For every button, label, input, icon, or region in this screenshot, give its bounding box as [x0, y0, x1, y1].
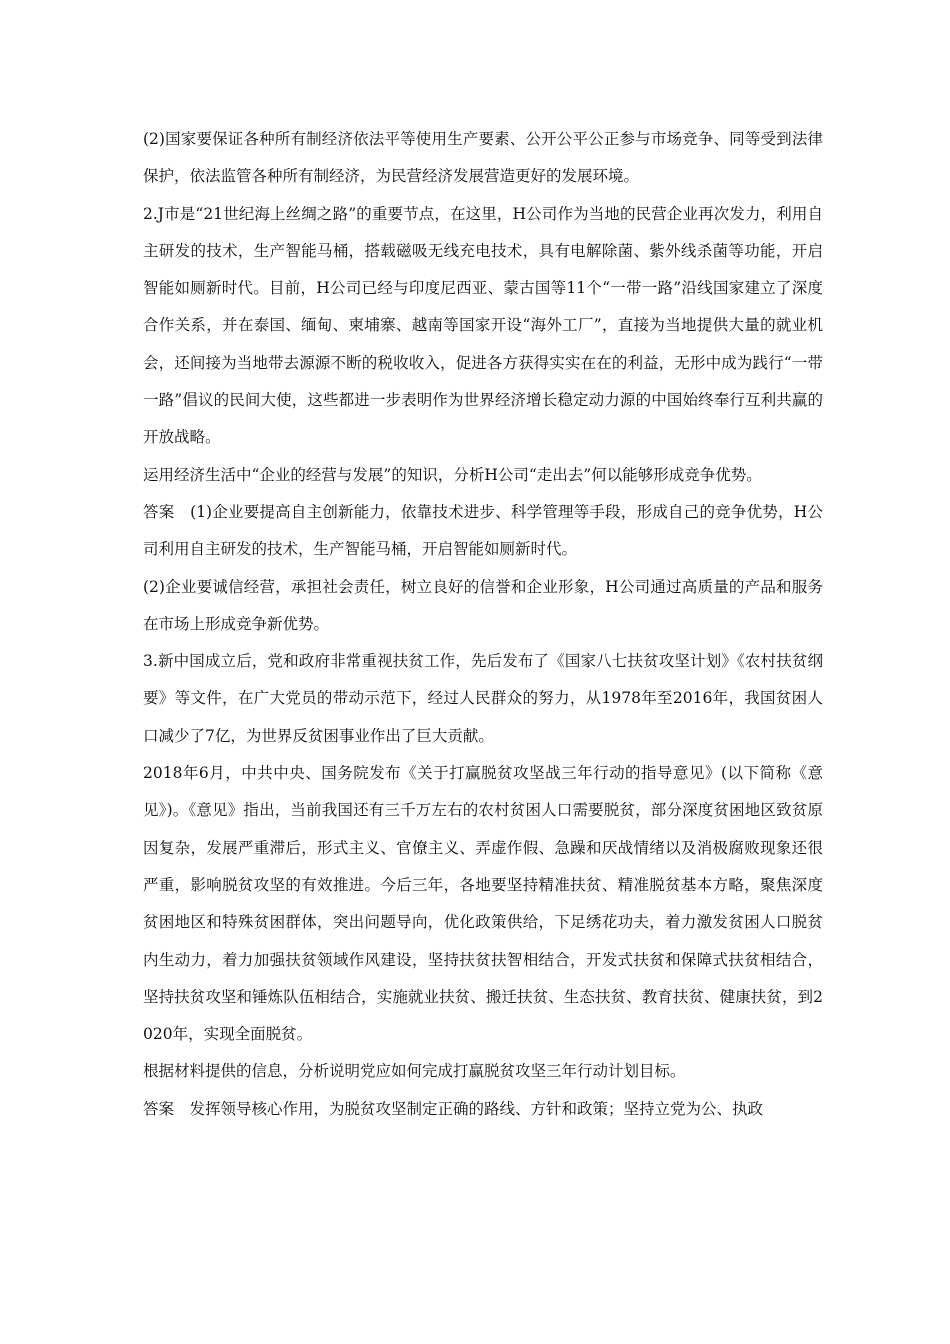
- paragraph-1: (2)国家要保证各种所有制经济依法平等使用生产要素、公开公平公正参与市场竞争、同等受到法律保护，依法监管各种所有制经济，为民营经济发展营造更好的发展环境。: [143, 130, 823, 186]
- paragraph-6: 3.新中国成立后，党和政府非常重视扶贫工作，先后发布了《国家八七扶贫攻坚计划》《农村扶贫纲要》等文件，在广大党员的带动示范下，经过人民群众的努力，从1978年至2016年，我国贫困人口减少了7亿，为世界反贫困事业作出了巨大贡献。: [143, 652, 823, 745]
- paragraph-5: (2)企业要诚信经营，承担社会责任，树立良好的信誉和企业形象，H公司通过高质量的产品和服务在市场上形成竞争新优势。: [143, 577, 823, 633]
- paragraph-4: 答案 (1)企业要提高自主创新能力，依靠技术进步、科学管理等手段，形成自己的竞争优势，H公司利用自主研发的技术，生产智能马桶，开启智能如厕新时代。: [143, 502, 823, 559]
- paragraph-9: 答案 发挥领导核心作用，为脱贫攻坚制定正确的路线、方针和政策；坚持立党为公、执政: [143, 1099, 764, 1118]
- paragraph-7: 2018年6月，中共中央、国务院发布《关于打赢脱贫攻坚战三年行动的指导意见》(以下简称《意见》)。《意见》指出，当前我国还有三千万左右的农村贫困人口需要脱贫，部分深度贫困地区致贫原因复杂，发展严重滞后，形式主义、官僚主义、弄虚作假、急躁和厌战情绪以及消极腐败现象还很严重，影响脱贫攻坚的有效推进。今后三年，各地要坚持精准扶贫、精准脱贫基本方略，聚焦深度贫困地区和特殊贫困群体，突出问题导向，优化政策供给，下足绣花功夫，着力激发贫困人口脱贫内生动力，着力加强扶贫领域作风建设，坚持扶贫扶智相结合，开发式扶贫和保障式扶贫相结合，坚持扶贫攻坚和锤炼队伍相结合，实施就业扶贫、搬迁扶贫、生态扶贫、教育扶贫、健康扶贫，到2020年，实现全面脱贫。: [143, 764, 823, 1044]
- document-page: [143, 121, 823, 1128]
- paragraph-3: 运用经济生活中“企业的经营与发展”的知识，分析H公司“走出去”何以能够形成竞争优势。: [143, 465, 762, 484]
- paragraph-8: 根据材料提供的信息，分析说明党应如何完成打赢脱贫攻坚三年行动计划目标。: [143, 1062, 686, 1081]
- paragraph-2: 2.J市是“21世纪海上丝绸之路”的重要节点，在这里，H公司作为当地的民营企业再次发力，利用自主研发的技术，生产智能马桶，搭载磁吸无线充电技术，具有电解除菌、紫外线杀菌等功能，开启智能如厕新时代。目前，H公司已经与印度尼西亚、蒙古国等11个“一带一路”沿线国家建立了深度合作关系，并在泰国、缅甸、柬埔寨、越南等国家开设“海外工厂”，直接为当地提供大量的就业机会，还间接为当地带去源源不断的税收收入，促进各方获得实实在在的利益，无形中成为践行“一带一路”倡议的民间大使，这些都进一步表明作为世界经济增长稳定动力源的中国始终奉行互利共赢的开放战略。: [143, 204, 823, 447]
